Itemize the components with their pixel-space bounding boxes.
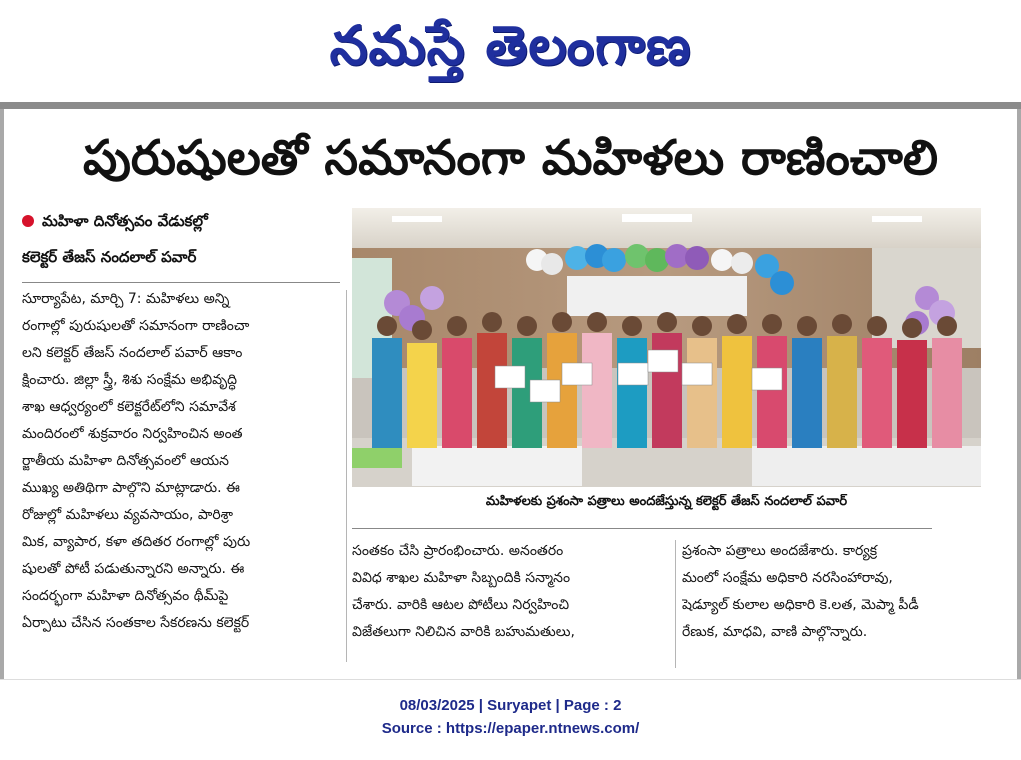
text-line: సంతకం చేసి ప్రారంభించారు. అనంతరం [352, 543, 564, 559]
text-line: రోజుల్లో మహిళలు వ్యవసాయం, పారిశ్రా [22, 507, 234, 523]
text-line: రంగాల్లో పురుషులతో సమానంగా రాణించా [22, 318, 250, 334]
text-line: క్షించారు. జిల్లా స్త్రీ, శిశు సంక్షేమ అభివృద్ధి [22, 372, 237, 388]
subhead-rule [22, 282, 340, 283]
article-column-2 [352, 538, 668, 670]
text-line: సందర్భంగా మహిళా దినోత్సవం థీమ్‌పై [22, 588, 229, 604]
caption-rule [352, 528, 932, 529]
article-photo [352, 208, 981, 487]
article-headline: పురుషులతో సమానంగా మహిళలు రాణించాలి [82, 130, 939, 186]
text-line: ర్జాతీయ మహిళా దినోత్సవంలో ఆయన [22, 453, 229, 469]
group-photo-image [352, 208, 981, 487]
edition-info: 08/03/2025 | Suryapet | Page : 2 [399, 697, 622, 714]
bullet-icon [22, 215, 34, 227]
frame-border-right [1017, 109, 1021, 679]
text-line: లని కలెక్టర్ తేజస్ నందలాల్ పవార్ ఆకాం [22, 345, 243, 361]
masthead-rule [0, 102, 1021, 109]
bottom-rule [0, 679, 1021, 680]
subhead-1-text: మహిళా దినోత్సవం వేడుకల్లో [42, 212, 208, 230]
subhead-1 [22, 212, 342, 236]
source-link[interactable]: Source : https://epaper.ntnews.com/ [381, 720, 640, 737]
frame-border-left [0, 109, 4, 679]
article-column-3 [682, 538, 998, 670]
text-line: చేశారు. వారికి ఆటల పోటీలు నిర్వహించి [352, 597, 570, 613]
text-line: ప్రశంసా పత్రాలు అందజేశారు. కార్యక్ర [682, 543, 878, 559]
text-line: మందిరంలో శుక్రవారం నిర్వహించిన అంత [22, 426, 243, 442]
text-line: సూర్యాపేట, మార్చి 7: మహిళలు అన్ని [22, 291, 230, 307]
text-line: రేణుక, మాధవి, వాణి పాల్గొన్నారు. [682, 624, 868, 640]
text-line: వివిధ శాఖల మహిళా సిబ్బందికి సన్మానం [352, 570, 571, 586]
masthead [0, 0, 1021, 100]
text-line: షెడ్యూల్ కులాల అధికారి కె.లత, మెప్మా పీడీ [682, 597, 919, 613]
article-column-1 [22, 286, 342, 664]
text-line: ఏర్పాటు చేసిన సంతకాల సేకరణను కలెక్టర్ [22, 615, 250, 631]
text-line: విజేతలుగా నిలిచిన వారికి బహుమతులు, [352, 624, 575, 640]
text-line: మంలో సంక్షేమ అధికారి నరసింహారావు, [682, 570, 893, 586]
text-line: మిక, వ్యాపార, కళా తదితర రంగాల్లో పురు [22, 534, 251, 550]
column-divider [675, 540, 676, 668]
photo-caption: మహిళలకు ప్రశంసా పత్రాలు అందజేస్తున్న కలెక్టర్ తేజస్ నందలాల్ పవార్ [485, 494, 848, 509]
text-line: ముఖ్య అతిథిగా పాల్గొని మాట్లాడారు. ఈ [22, 480, 240, 496]
subhead-2: కలెక్టర్ తేజస్ నందలాల్ పవార్ [22, 248, 197, 266]
text-line: షులతో పోటీ పడుతున్నారని అన్నారు. ఈ [22, 561, 245, 577]
newspaper-logo: నమస్తే తెలంగాణ [329, 14, 692, 77]
text-line: శాఖ ఆధ్వర్యంలో కలెక్టరేట్‌లోని సమావేశ [22, 399, 236, 415]
column-divider [346, 290, 347, 662]
